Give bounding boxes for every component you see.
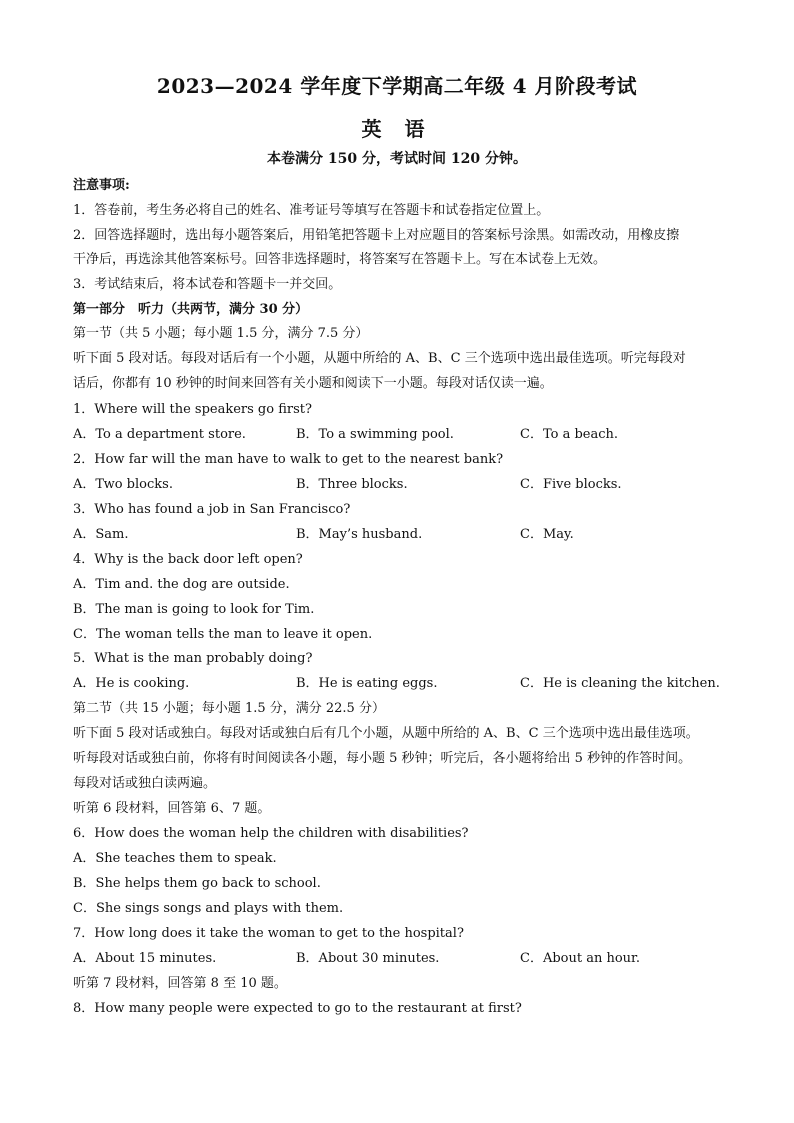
question-7-stem: 7．How long does it take the woman to get to the hospital? (73, 926, 464, 941)
question-3-option-c: C．May. (520, 527, 574, 542)
section2-instruction-1: 听下面 5 段对话或独白。每段对话或独白后有几个小题，从题中所给的 A、B、C 三个选项中选出最佳选项。 (73, 726, 699, 741)
section1-instruction-2: 话后，你都有 10 秒钟的时间来回答有关小题和阅读下一小题。每段对话仅读一遍。 (73, 376, 553, 391)
section2-instruction-3: 每段对话或独白读两遍。 (73, 776, 217, 791)
notice-item-1: 1．答卷前，考生务必将自己的姓名、准考证号等填写在答题卡和试卷指定位置上。 (73, 203, 550, 218)
question-6-option-a: A．She teaches them to speak. (73, 851, 277, 866)
material-6-note: 听第 6 段材料，回答第 6、7 题。 (73, 801, 271, 816)
question-2-option-a: A．Two blocks. (73, 477, 173, 492)
question-5-stem: 5．What is the man probably doing? (73, 651, 313, 666)
question-4-stem: 4．Why is the back door left open? (73, 552, 303, 567)
score-note: 本卷满分 150 分，考试时间 120 分钟。 (267, 151, 527, 167)
question-1-stem: 1．Where will the speakers go first? (73, 402, 312, 417)
question-2-stem: 2．How far will the man have to walk to get to the nearest bank? (73, 452, 504, 467)
section1-heading: 第一节（共 5 小题；每小题 1.5 分，满分 7.5 分） (73, 326, 369, 341)
question-7-option-c: C．About an hour. (520, 951, 640, 966)
question-8-stem: 8．How many people were expected to go to the restaurant at first? (73, 1001, 522, 1016)
notice-heading: 注意事项: (73, 178, 130, 193)
question-2-option-c: C．Five blocks. (520, 477, 622, 492)
question-4-option-a: A．Tim and. the dog are outside. (73, 577, 290, 592)
question-5-option-b: B．He is eating eggs. (296, 676, 438, 691)
question-1-option-b: B．To a swimming pool. (296, 427, 454, 442)
question-7-option-a: A．About 15 minutes. (73, 951, 217, 966)
notice-item-3: 3．考试结束后，将本试卷和答题卡一并交回。 (73, 277, 342, 292)
notice-item-2-cont: 干净后，再选涂其他答案标号。回答非选择题时，将答案写在答题卡上。写在本试卷上无效。 (73, 252, 607, 267)
question-5-options (73, 672, 733, 692)
material-7-note: 听第 7 段材料，回答第 8 至 10 题。 (73, 976, 287, 991)
question-4-option-c: C．The woman tells the man to leave it open. (73, 627, 373, 642)
question-1-option-c: C．To a beach. (520, 427, 619, 442)
question-6-option-b: B．She helps them go back to school. (73, 876, 321, 891)
question-3-options (73, 523, 733, 543)
question-3-option-a: A．Sam. (73, 527, 129, 542)
question-2-option-b: B．Three blocks. (296, 477, 408, 492)
section1-instruction-1: 听下面 5 段对话。每段对话后有一个小题，从题中所给的 A、B、C 三个选项中选出最佳选项。听完每段对 (73, 351, 686, 366)
question-3-option-b: B．May’s husband. (296, 527, 423, 542)
question-3-stem: 3．Who has found a job in San Francisco? (73, 502, 351, 517)
question-6-stem: 6．How does the woman help the children with disabilities? (73, 826, 469, 841)
question-5-option-a: A．He is cooking. (73, 676, 190, 691)
question-7-option-b: B．About 30 minutes. (296, 951, 440, 966)
question-2-options (73, 473, 733, 493)
section2-instruction-2: 听每段对话或独白前，你将有时间阅读各小题，每小题 5 秒钟；听完后，各小题将给出 5 秒钟的作答时间。 (73, 751, 692, 766)
question-1-options (73, 423, 733, 443)
question-7-options (73, 947, 733, 967)
question-1-option-a: A．To a department store. (73, 427, 246, 442)
question-6-option-c: C．She sings songs and plays with them. (73, 901, 344, 916)
question-5-option-c: C．He is cleaning the kitchen. (520, 676, 720, 691)
exam-subject: 英 语 (361, 117, 433, 141)
question-4-option-b: B．The man is going to look for Tim. (73, 602, 315, 617)
section2-heading: 第二节（共 15 小题；每小题 1.5 分，满分 22.5 分） (73, 701, 385, 716)
notice-item-2: 2．回答选择题时，选出每小题答案后，用铅笔把答题卡上对应题目的答案标号涂黑。如需改动，用橡皮擦 (73, 228, 680, 243)
exam-title: 2023—2024 学年度下学期高二年级 4 月阶段考试 (156, 74, 638, 98)
part1-heading: 第一部分 听力（共两节，满分 30 分） (73, 302, 309, 317)
